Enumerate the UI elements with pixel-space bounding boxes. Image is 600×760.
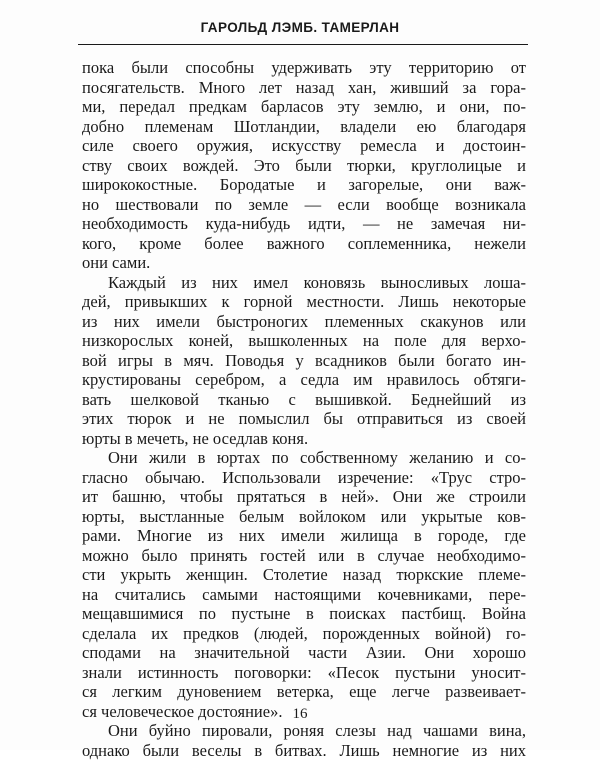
text-line: ми, передал предкам барласов эту землю, и они, по- [82,97,526,117]
text-line: сделала их предков (людей, порожденных войной) го- [82,624,526,644]
text-line: ширококостные. Бородатые и загорелые, они важ- [82,175,526,195]
text-line: сти укрыть женщин. Столетие назад тюркские племе- [82,565,526,585]
text-line: вать шелковой тканью с вышивкой. Беднейший из [82,390,526,410]
paragraph-4 [82,721,526,760]
body-text [82,58,526,760]
paragraph-2 [82,273,526,449]
text-line: ся человеческое достояние». [82,702,526,722]
text-line: крустированы серебром, а седла им нравилось обтяги- [82,370,526,390]
text-line: но шествовали по земле — если вообще возникала [82,195,526,215]
text-line: необходимость куда-нибудь идти, — не замечая ни- [82,214,526,234]
text-line: ся легким дуновением ветерка, еще легче развеивает- [82,682,526,702]
text-line: юрты в мечеть, не оседлав коня. [82,429,526,449]
text-line: они сами. [82,253,526,273]
text-line: на считались самыми настоящими кочевниками, пере- [82,585,526,605]
text-line: юрты, выстланные белым войлоком или укрытые ков- [82,507,526,527]
text-line: посягательств. Много лет назад хан, живший за гора- [82,78,526,98]
text-line: гласно обычаю. Использовали изречение: «Трус стро- [82,468,526,488]
text-line: знали истинность поговорки: «Песок пустыни уносит- [82,663,526,683]
text-line: низкорослых коней, вышколенных на поле для верхо- [82,331,526,351]
text-line: Они буйно пировали, роняя слезы над чашами вина, [82,721,526,741]
header-rule [78,44,528,45]
running-header: ГАРОЛЬД ЛЭМБ. ТАМЕРЛАН [0,20,600,35]
text-line: вой игры в мяч. Поводья у всадников были богато ин- [82,351,526,371]
text-line: сподами на значительной части Азии. Они хорошо [82,643,526,663]
text-line: рами. Многие из них имели жилища в городе, где [82,526,526,546]
text-line: однако были веселы в битвах. Лишь немногие из них [82,741,526,760]
text-line: Каждый из них имел коновязь выносливых лоша- [82,273,526,293]
text-line: пока были способны удерживать эту территорию от [82,58,526,78]
text-line: ит башню, чтобы прятаться в ней». Они же строили [82,487,526,507]
text-line: мещавшимися по пустыне в поисках пастбищ. Война [82,604,526,624]
text-line: ству своих вождей. Это были тюрки, круглолицые и [82,156,526,176]
text-line: можно было принять гостей или в случае необходимо- [82,546,526,566]
text-line: силе своего оружия, искусству ремесла и достоин- [82,136,526,156]
text-line: из них имели быстроногих племенных скакунов или [82,312,526,332]
text-line: этих тюрок и не помыслил бы отправиться из своей [82,409,526,429]
text-line: добно племенам Шотландии, владели ею благодаря [82,117,526,137]
text-line: дей, привыкших к горной местности. Лишь некоторые [82,292,526,312]
text-line: Они жили в юртах по собственному желанию и со- [82,448,526,468]
paragraph-1 [82,58,526,273]
text-line: кого, кроме более важного соплеменника, нежели [82,234,526,254]
paragraph-3 [82,448,526,721]
page-number: 16 [0,706,600,723]
